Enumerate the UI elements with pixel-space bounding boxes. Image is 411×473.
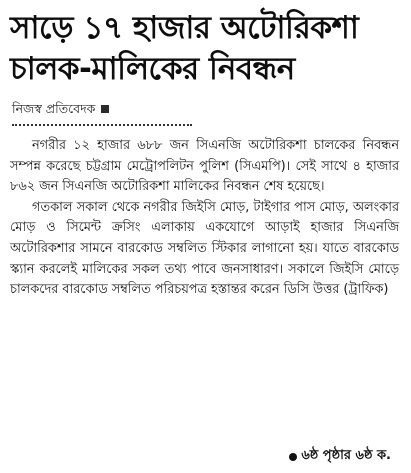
square-bullet-icon <box>101 105 109 113</box>
headline <box>10 8 399 90</box>
round-bullet-icon <box>289 453 297 461</box>
headline-line-1: সাড়ে ১৭ হাজার অটোরিকশা <box>10 10 359 46</box>
continuation-note <box>289 446 391 467</box>
paragraph-1: নগরীর ১২ হাজার ৬৮৮ জন সিএনজি অটোরিকশা চালকের নিবন্ধন সম্পন্ন করেছে চট্টগ্রাম মেট্রোপলিটন পুলিশ (সিএমপি)। সেই সাথে ৪ হাজার ৮৬২ জন সিএনজি অটোরিকশা মালিকের নিবন্ধন শেষ হয়েছে। <box>10 138 399 195</box>
article-body <box>10 136 399 301</box>
dotted-divider <box>12 124 192 126</box>
continuation-text: ৬ষ্ঠ পৃষ্ঠার ৬ষ্ঠ ক. <box>301 448 391 463</box>
headline-line-2: চালক-মালিকের নিবন্ধন <box>10 51 295 87</box>
byline-text: নিজস্ব প্রতিবেদক <box>12 101 96 116</box>
paragraph-2: গতকাল সকাল থেকে নগরীর জিইসি মোড়, টাইগার পাস মোড়, অলংকার মোড় ও সিমেন্ট ক্রসিং এলাকায় একযোগে আড়াই হাজার সিএনজি অটোরিকশার সামনে বারকোড সম্বলিত স্টিকার লাগানো হয়। যাতে বারকোড স্ক্যান করলেই মালিকের সকল তথ্য পাবে জনসাধারণ। সকালে জিইসি মোড়ে চালকদের বারকোড সম্বলিত পরিচয়পত্র হস্তান্তর করেন ডিসি উত্তর (ট্রাফিক) <box>10 199 399 298</box>
byline <box>10 100 399 118</box>
